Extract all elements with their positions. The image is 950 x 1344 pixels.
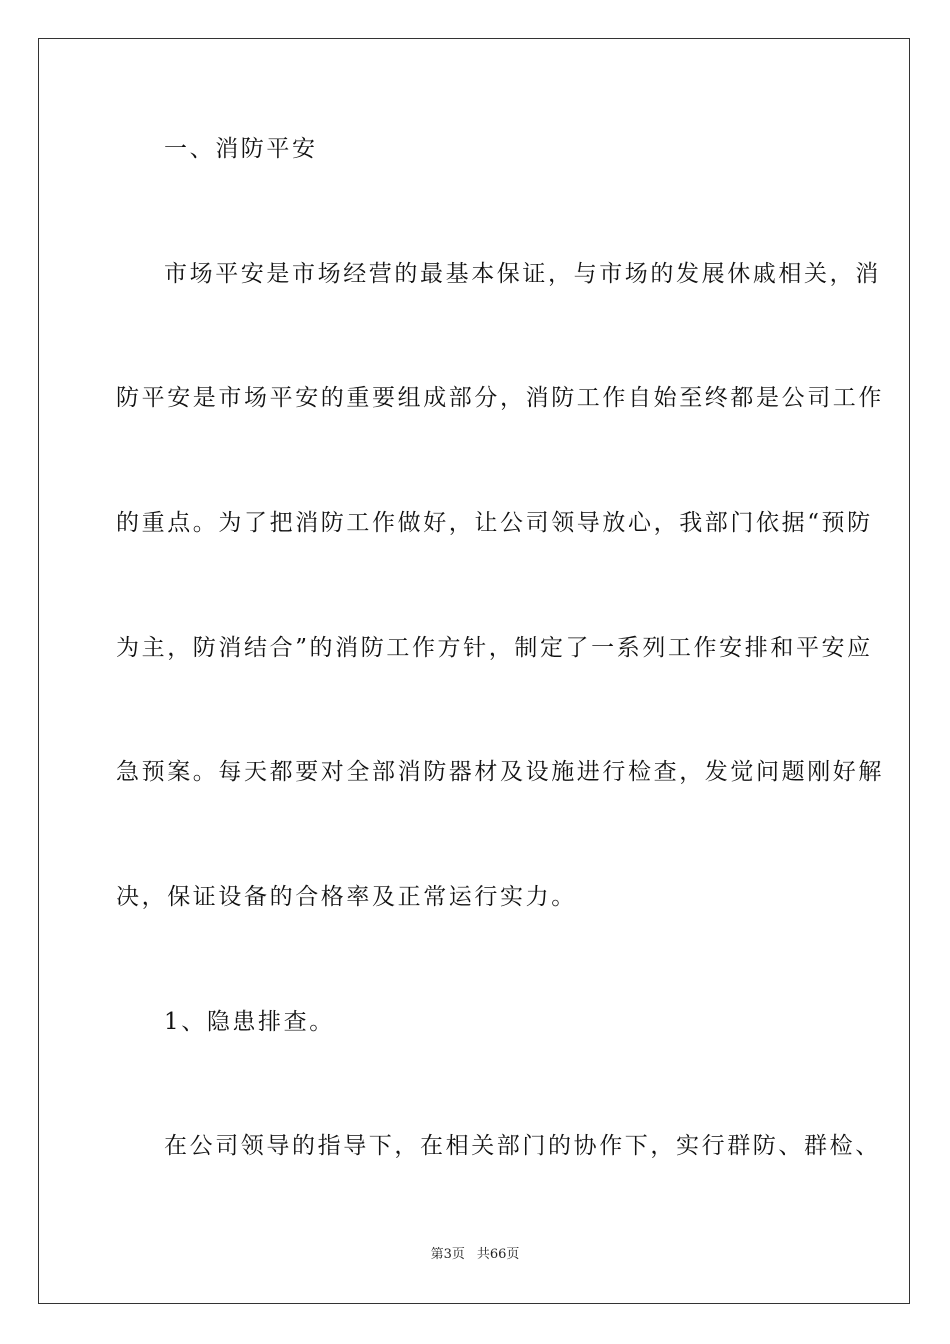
page-total: 共66页 xyxy=(476,1247,520,1262)
paragraph-line: 的重点。为了把消防工作做好，让公司领导放心，我部门依据“预防 xyxy=(116,510,873,536)
paragraph-line: 市场平安是市场经营的最基本保证，与市场的发展休戚相关，消 xyxy=(164,261,881,287)
paragraph-line: 在公司领导的指导下，在相关部门的协作下，实行群防、群检、 xyxy=(164,1133,881,1159)
subsection-heading: 1、隐患排查。 xyxy=(164,1009,335,1035)
paragraph-line: 决，保证设备的合格率及正常运行实力。 xyxy=(116,884,577,910)
page-border xyxy=(38,38,910,1304)
paragraph-line: 急预案。每天都要对全部消防器材及设施进行检查，发觉问题刚好解 xyxy=(116,759,884,785)
page-number: 第3页 xyxy=(430,1247,465,1262)
paragraph-line: 为主，防消结合”的消防工作方针，制定了一系列工作安排和平安应 xyxy=(116,635,873,661)
page-footer xyxy=(0,1246,950,1264)
paragraph-line: 防平安是市场平安的重要组成部分，消防工作自始至终都是公司工作 xyxy=(116,385,884,411)
section-heading: 一、消防平安 xyxy=(164,136,318,162)
